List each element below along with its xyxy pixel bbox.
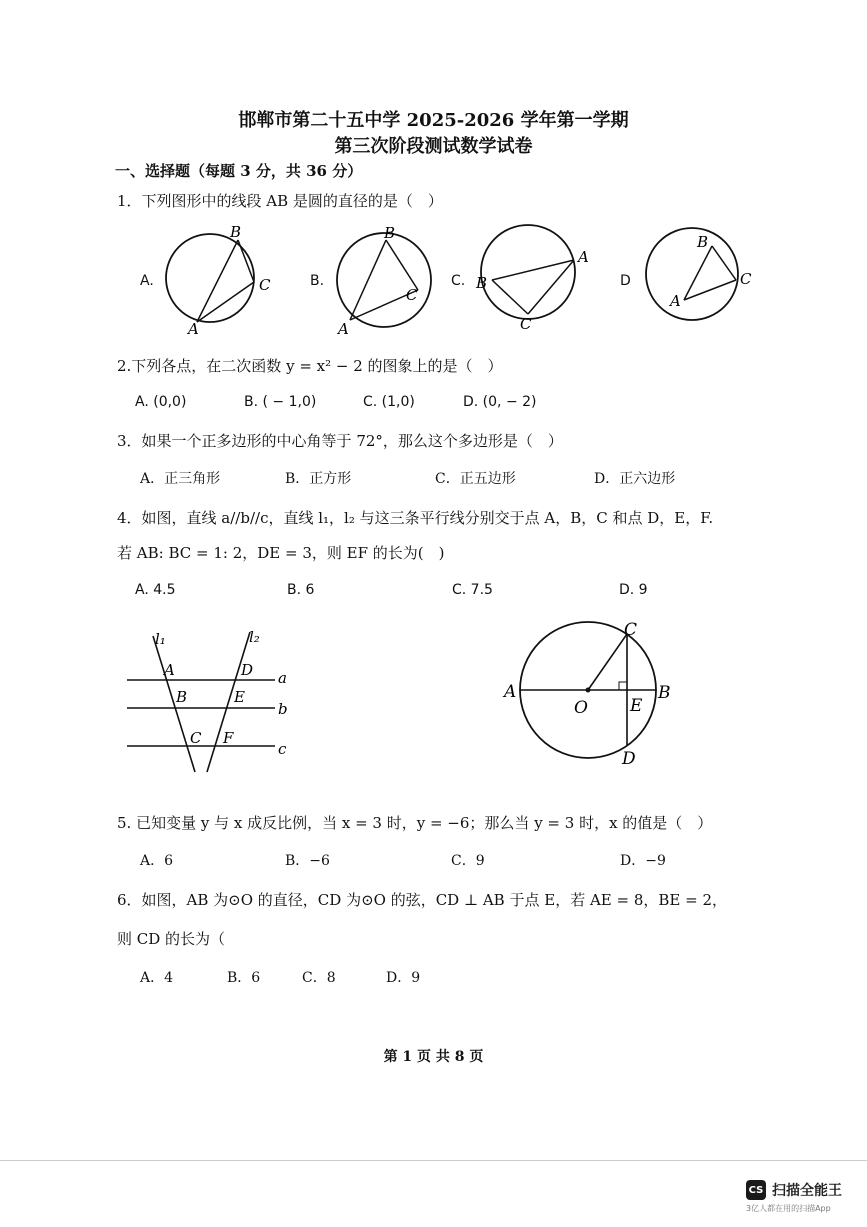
q4-parallel-lines-figure: [115, 622, 315, 782]
svg-text:E: E: [630, 696, 643, 716]
q2-option-d: D. (0, − 2): [463, 394, 537, 410]
q1-option-c-label: C.: [451, 273, 466, 289]
q1b-point-c: C: [406, 286, 418, 304]
exam-title-line2: 第三次阶段测试数学试卷: [334, 136, 533, 157]
q1c-point-b: B: [476, 274, 488, 292]
q2-stem: 2.下列各点，在二次函数 y = x² − 2 的图象上的是（ ）: [117, 357, 503, 375]
circle-shape: [481, 225, 575, 319]
q1-option-d-figure: [640, 222, 765, 332]
q1-option-c-figure: [470, 222, 600, 337]
q4-option-a: A. 4.5: [135, 582, 176, 598]
q6-stem-line1: 6．如图，AB 为⊙O 的直径，CD 为⊙O 的弦，CD ⊥ AB 于点 E，若 AE = 8，BE = 2，: [117, 891, 728, 909]
q3-stem: 3．如果一个正多边形的中心角等于 72°，那么这个多边形是（ ）: [117, 432, 563, 450]
q1c-point-a: A: [578, 248, 589, 266]
q1-option-b-figure: [330, 220, 455, 340]
svg-text:D: D: [622, 749, 636, 769]
circle-shape: [646, 228, 738, 320]
q3-option-c: C．正五边形: [435, 471, 516, 487]
q5-stem: 5. 已知变量 y 与 x 成反比例，当 x = 3 时，y = −6；那么当 y = 3 时，x 的值是（ ）: [117, 814, 713, 832]
q1d-point-c: C: [740, 270, 752, 288]
q1-option-d-label: D: [620, 273, 631, 289]
svg-text:l₂: l₂: [249, 628, 260, 646]
q5-option-a: A．6: [140, 853, 174, 869]
q1c-point-c: C: [520, 315, 532, 333]
circle-shape: [337, 233, 431, 327]
svg-text:F: F: [223, 729, 234, 747]
q3-option-a: A．正三角形: [140, 471, 221, 487]
footer-divider: [0, 1160, 867, 1161]
svg-text:a: a: [278, 669, 287, 687]
page-number: 第 1 页 共 8 页: [383, 1049, 484, 1065]
q6-option-d: D．9: [386, 970, 421, 986]
svg-text:c: c: [278, 740, 287, 758]
q1a-point-c: C: [259, 276, 271, 294]
q1b-point-b: B: [384, 224, 396, 242]
svg-text:C: C: [190, 729, 202, 747]
q1d-point-b: B: [697, 233, 709, 251]
svg-text:E: E: [234, 688, 245, 706]
camscanner-logo-icon: CS: [746, 1180, 766, 1200]
q6-stem-line2: 则 CD 的长为（: [117, 930, 226, 948]
q3-option-b: B．正方形: [285, 471, 352, 487]
svg-text:O: O: [574, 698, 588, 718]
svg-text:A: A: [164, 661, 175, 679]
exam-title-line1: 邯郸市第二十五中学 2025-2026 学年第一学期: [238, 110, 629, 131]
q5-option-d: D．−9: [620, 853, 666, 869]
q2-option-c: C. (1,0): [363, 394, 415, 410]
q2-option-b: B. ( − 1,0): [244, 394, 317, 410]
q1d-point-a: A: [670, 292, 681, 310]
q1-option-b-label: B.: [310, 273, 325, 289]
q1a-point-b: B: [230, 223, 242, 241]
q6-option-b: B．6: [227, 970, 261, 986]
svg-text:b: b: [278, 700, 288, 718]
q5-option-b: B．−6: [285, 853, 330, 869]
scanner-watermark: [746, 1180, 842, 1214]
q4-option-c: C. 7.5: [452, 582, 493, 598]
q6-circle-figure: [498, 618, 693, 773]
scanner-brand-name: 扫描全能王: [772, 1183, 842, 1199]
section-heading: 一、选择题（每题 3 分，共 36 分）: [115, 162, 363, 180]
q1-option-a-figure: [160, 220, 285, 340]
svg-text:C: C: [624, 620, 638, 640]
q4-stem-line1: 4．如图，直线 a//b//c，直线 l₁，l₂ 与这三条平行线分别交于点 A，B，C 和点 D，E，F.: [117, 509, 714, 527]
q1-option-a-label: A.: [140, 273, 154, 289]
svg-text:l₁: l₁: [155, 630, 166, 648]
svg-text:D: D: [241, 661, 254, 679]
svg-text:B: B: [176, 688, 188, 706]
q4-stem-line2: 若 AB: BC = 1: 2，DE = 3，则 EF 的长为( ): [117, 544, 445, 562]
q1a-point-a: A: [188, 320, 199, 338]
q6-option-c: C．8: [302, 970, 336, 986]
q3-option-d: D．正六边形: [594, 471, 676, 487]
q2-option-a: A. (0,0): [135, 394, 187, 410]
q6-option-a: A．4: [140, 970, 174, 986]
q4-option-b: B. 6: [287, 582, 315, 598]
scanner-brand-tagline: 3亿人都在用的扫描App: [746, 1204, 831, 1213]
q5-option-c: C．9: [451, 853, 485, 869]
q1b-point-a: A: [338, 320, 349, 338]
q1-stem: 1．下列图形中的线段 AB 是圆的直径的是（ ）: [117, 192, 443, 210]
q4-option-d: D. 9: [619, 582, 648, 598]
svg-text:B: B: [658, 683, 671, 703]
svg-text:A: A: [504, 682, 517, 702]
